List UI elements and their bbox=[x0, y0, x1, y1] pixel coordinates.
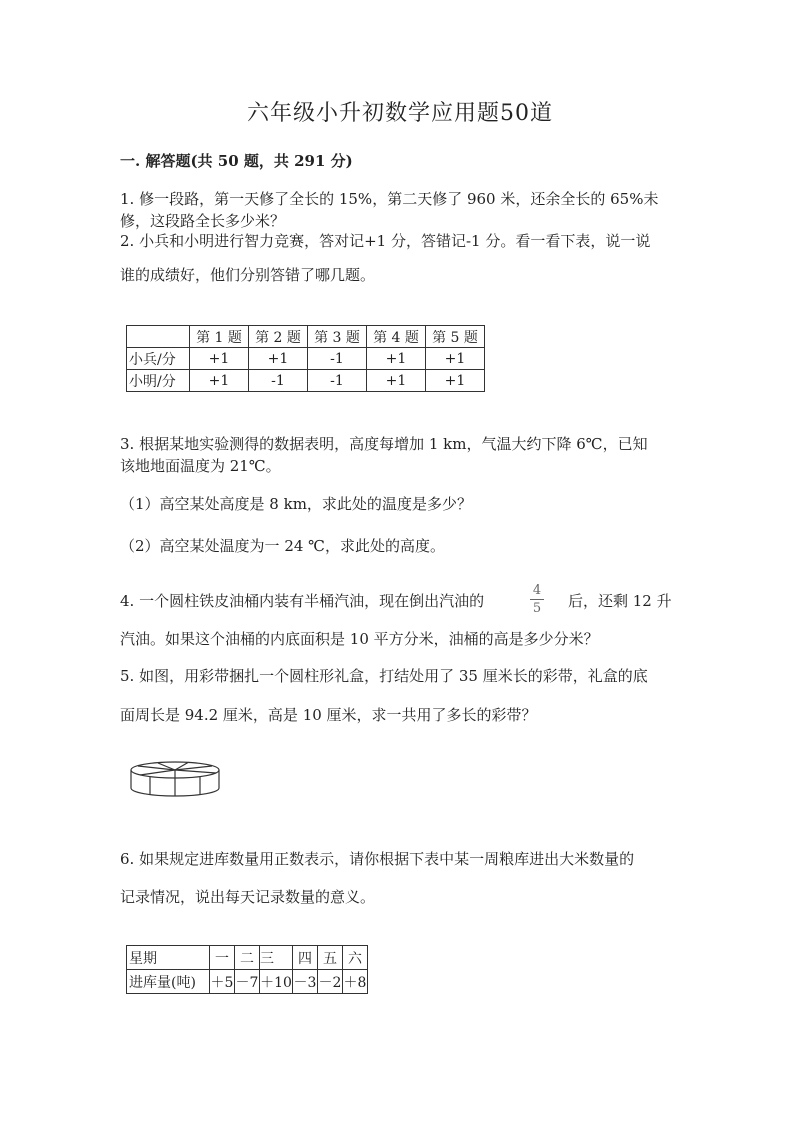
question-3-sub-1: （1）高空某处高度是 8 km，求此处的温度是多少？ bbox=[120, 495, 472, 513]
table-cell: 第 1 题 bbox=[190, 326, 249, 348]
table-row bbox=[127, 370, 485, 392]
question-2-line-2: 谁的成绩好，他们分别答错了哪几题。 bbox=[120, 266, 376, 284]
table-cell bbox=[127, 326, 190, 348]
table-cell: +1 bbox=[190, 370, 249, 392]
table-cell: -1 bbox=[308, 370, 367, 392]
fraction-four-fifths bbox=[530, 583, 544, 616]
table-header-row bbox=[127, 946, 368, 970]
question-6-line-2: 记录情况，说出每天记录数量的意义。 bbox=[120, 888, 376, 906]
question-5-line-1: 5. 如图，用彩带捆扎一个圆柱形礼盒，打结处用了 35 厘米长的彩带，礼盒的底 bbox=[120, 667, 648, 685]
rice-storage-table bbox=[126, 945, 368, 994]
table-cell: 星期 bbox=[127, 946, 210, 970]
table-row bbox=[127, 348, 485, 370]
question-4-line-1a: 4. 一个圆柱铁皮油桶内装有半桶汽油，现在倒出汽油的 bbox=[120, 592, 485, 610]
question-4-line-1b: 后，还剩 12 升 bbox=[568, 592, 672, 610]
table-cell: 六 bbox=[343, 946, 368, 970]
question-3-sub-2: （2）高空某处温度为一 24 ℃，求此处的高度。 bbox=[120, 537, 445, 555]
fraction-denominator: 5 bbox=[532, 601, 542, 616]
table-row bbox=[127, 970, 368, 994]
question-1-line-2: 修，这段路全长多少米？ bbox=[120, 212, 286, 230]
table-cell: 小兵/分 bbox=[127, 348, 190, 370]
question-3-line-1: 3. 根据某地实验测得的数据表明，高度每增加 1 km，气温大约下降 6℃，已知 bbox=[120, 435, 648, 453]
question-4-line-2: 汽油。如果这个油桶的内底面积是 10 平方分米，油桶的高是多少分米？ bbox=[120, 630, 599, 648]
question-3-line-2: 该地地面温度为 21℃。 bbox=[120, 457, 281, 475]
table-header-row bbox=[127, 326, 485, 348]
table-cell: +1 bbox=[367, 348, 426, 370]
question-6-line-1: 6. 如果规定进库数量用正数表示，请你根据下表中某一周粮库进出大米数量的 bbox=[120, 850, 635, 868]
table-cell: +1 bbox=[426, 348, 485, 370]
question-2-line-1: 2. 小兵和小明进行智力竞赛，答对记+1 分，答错记-1 分。看一看下表，说一说 bbox=[120, 232, 651, 250]
table-cell: 二 bbox=[235, 946, 260, 970]
question-1-line-1: 1. 修一段路，第一天修了全长的 15%，第二天修了 960 米，还余全长的 65%未 bbox=[120, 190, 659, 208]
table-cell: +1 bbox=[190, 348, 249, 370]
page-title: 六年级小升初数学应用题50道 bbox=[247, 101, 553, 126]
table-cell: 进库量(吨) bbox=[127, 970, 210, 994]
table-cell: 一 bbox=[210, 946, 235, 970]
table-cell: +1 bbox=[426, 370, 485, 392]
table-cell: +1 bbox=[249, 348, 308, 370]
table-cell: 三 bbox=[260, 946, 293, 970]
table-cell: 第 3 题 bbox=[308, 326, 367, 348]
score-table bbox=[126, 325, 485, 392]
gift-box-cylinder-figure bbox=[128, 758, 224, 800]
table-cell: 第 2 题 bbox=[249, 326, 308, 348]
table-cell: -1 bbox=[308, 348, 367, 370]
table-cell: 第 4 题 bbox=[367, 326, 426, 348]
table-cell: 五 bbox=[318, 946, 343, 970]
table-cell: ＋10 bbox=[260, 970, 293, 994]
table-cell: －2 bbox=[318, 970, 343, 994]
table-cell: ＋5 bbox=[210, 970, 235, 994]
section-heading: 一. 解答题(共 50 题，共 291 分) bbox=[120, 152, 353, 170]
table-cell: －3 bbox=[293, 970, 318, 994]
table-cell: +1 bbox=[367, 370, 426, 392]
table-cell: -1 bbox=[249, 370, 308, 392]
table-cell: 小明/分 bbox=[127, 370, 190, 392]
fraction-bar bbox=[530, 599, 544, 600]
question-5-line-2: 面周长是 94.2 厘米，高是 10 厘米，求一共用了多长的彩带？ bbox=[120, 706, 537, 724]
fraction-numerator: 4 bbox=[532, 583, 542, 598]
table-cell: 第 5 题 bbox=[426, 326, 485, 348]
table-cell: 四 bbox=[293, 946, 318, 970]
table-cell: ＋8 bbox=[343, 970, 368, 994]
table-cell: －7 bbox=[235, 970, 260, 994]
